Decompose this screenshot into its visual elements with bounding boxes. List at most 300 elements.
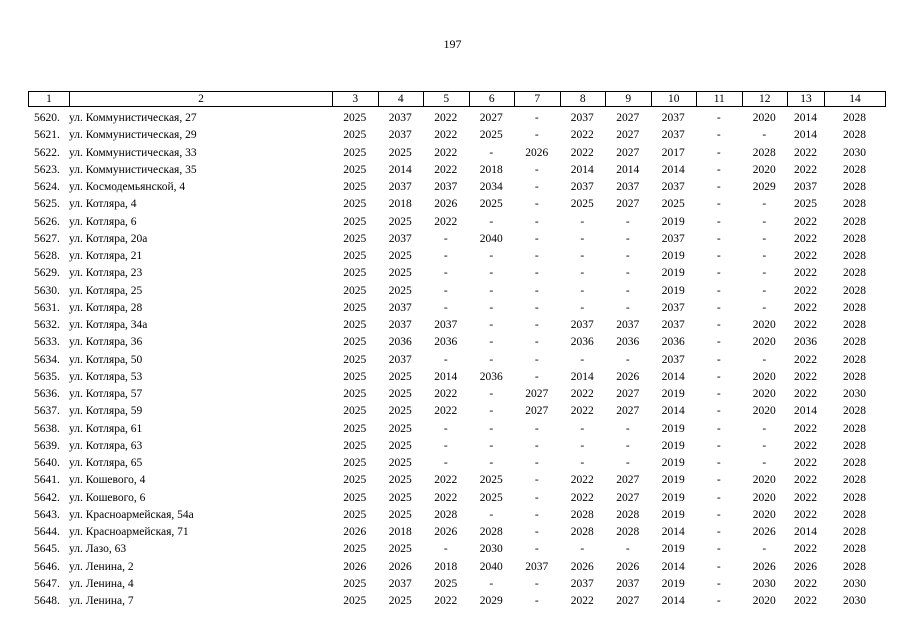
year-cell-col-12: 2028 [752,146,776,159]
row-number: 5625. [34,198,60,211]
year-cell-col-3: 2025 [343,577,367,590]
year-cell-col-13: 2022 [794,457,817,469]
row-number: 5637. [34,405,60,418]
address-cell: ул. Котляра, 20а [69,232,148,245]
year-cell-col-4: 2025 [388,215,412,228]
year-cell-col-5: 2022 [434,112,458,124]
year-cell-col-12: - [762,353,767,366]
year-cell-col-13: 2022 [794,595,817,607]
year-cell-col-10: 2037 [661,112,685,124]
year-cell-col-11: - [716,508,721,521]
year-cell-col-9: 2027 [616,198,640,211]
table-row [28,559,885,576]
year-cell-col-13: 2014 [794,129,817,142]
year-cell-col-13: 2022 [794,284,817,297]
year-cell-col-10: 2019 [661,508,685,521]
year-cell-col-10: 2014 [661,405,685,418]
year-cell-col-12: 2030 [752,577,776,590]
year-cell-col-8: 2022 [570,388,594,400]
year-cell-col-3: 2025 [343,353,367,366]
year-cell-col-13: 2022 [794,267,817,280]
year-cell-col-6: 2040 [479,560,503,573]
year-cell-col-7: 2037 [525,560,549,573]
table-row [28,110,885,127]
year-cell-col-13: 2022 [794,215,817,228]
year-cell-col-8: - [580,457,585,469]
address-cell: ул. Котляра, 65 [69,457,143,469]
year-cell-col-13: 2037 [794,181,817,193]
year-cell-col-10: 2037 [661,301,685,314]
year-cell-col-10: 2037 [661,129,685,142]
year-cell-col-11: - [716,491,721,504]
year-cell-col-12: - [762,129,767,142]
row-number: 5624. [34,181,60,193]
year-cell-col-6: 2040 [479,232,503,245]
year-cell-col-7: - [534,284,539,297]
year-cell-col-4: 2025 [388,370,412,383]
year-cell-col-9: - [625,457,630,469]
address-cell: ул. Котляра, 6 [69,215,137,228]
address-cell: ул. Кошевого, 4 [69,474,146,487]
table-row [28,317,885,334]
year-cell-col-4: 2037 [388,181,412,193]
row-number: 5620. [34,112,60,124]
row-number: 5646. [34,560,60,573]
year-cell-col-7: - [534,163,539,176]
year-cell-col-13: 2022 [794,232,817,245]
year-cell-col-4: 2025 [388,439,412,452]
year-cell-col-10: 2019 [661,215,685,228]
table-row [28,334,885,351]
year-cell-col-5: 2025 [434,577,458,590]
year-cell-col-14: 2028 [843,491,866,504]
table-row [28,576,885,593]
year-cell-col-9: 2014 [616,163,640,176]
year-cell-col-14: 2028 [843,508,866,521]
year-cell-col-9: 2026 [616,560,640,573]
year-cell-col-4: 2037 [388,319,412,331]
year-cell-col-10: 2036 [661,336,685,349]
year-cell-col-11: - [716,215,721,228]
year-cell-col-6: - [489,508,494,521]
year-cell-col-6: - [489,284,494,297]
year-cell-col-3: 2025 [343,543,367,556]
address-cell: ул. Котляра, 36 [69,336,143,349]
year-cell-col-14: 2028 [843,422,866,435]
year-cell-col-8: 2028 [570,508,594,521]
year-cell-col-14: 2030 [843,146,866,159]
year-cell-col-3: 2025 [343,215,367,228]
year-cell-col-13: 2022 [794,491,817,504]
year-cell-col-11: - [716,422,721,435]
table-row [28,421,885,438]
year-cell-col-7: - [534,457,539,469]
year-cell-col-5: 2037 [434,319,458,331]
year-cell-col-12: - [762,439,767,452]
address-cell: ул. Котляра, 25 [69,284,143,297]
address-cell: ул. Котляра, 28 [69,301,143,314]
year-cell-col-9: 2037 [616,319,640,331]
year-cell-col-14: 2028 [843,319,866,331]
year-cell-col-5: 2026 [434,526,458,538]
address-cell: ул. Коммунистическая, 29 [69,129,197,142]
year-cell-col-8: 2037 [570,112,594,124]
year-cell-col-5: 2028 [434,508,458,521]
table-row [28,248,885,265]
year-cell-col-8: 2037 [570,319,594,331]
year-cell-col-9: - [625,284,630,297]
year-cell-col-6: 2029 [479,595,503,607]
year-cell-col-7: - [534,250,539,262]
row-number: 5638. [34,422,60,435]
year-cell-col-14: 2028 [843,405,866,418]
year-cell-col-7: - [534,370,539,383]
year-cell-col-5: - [443,232,448,245]
year-cell-col-13: 2022 [794,388,817,400]
year-cell-col-7: - [534,112,539,124]
year-cell-col-14: 2028 [843,439,866,452]
year-cell-col-13: 2036 [794,336,817,349]
year-cell-col-7: - [534,474,539,487]
column-header-7: 7 [515,92,561,107]
year-cell-col-12: - [762,198,767,211]
year-cell-col-5: 2022 [434,129,458,142]
year-cell-col-8: - [580,232,585,245]
year-cell-col-12: 2020 [752,112,776,124]
column-header-11: 11 [697,92,743,107]
year-cell-col-3: 2025 [343,405,367,418]
year-cell-col-4: 2025 [388,405,412,418]
year-cell-col-4: 2037 [388,577,412,590]
address-cell: ул. Ленина, 2 [69,560,134,573]
year-cell-col-7: - [534,595,539,607]
year-cell-col-3: 2025 [343,457,367,469]
year-cell-col-10: 2014 [661,370,685,383]
year-cell-col-8: 2014 [570,370,594,383]
year-cell-col-13: 2022 [794,508,817,521]
year-cell-col-6: 2025 [479,474,503,487]
column-header-9: 9 [606,92,652,107]
year-cell-col-7: - [534,215,539,228]
year-cell-col-9: 2037 [616,577,640,590]
column-number-header [28,91,886,107]
year-cell-col-9: 2027 [616,405,640,418]
year-cell-col-9: 2037 [616,181,640,193]
year-cell-col-4: 2037 [388,353,412,366]
year-cell-col-6: 2018 [479,163,503,176]
year-cell-col-6: - [489,405,494,418]
year-cell-col-10: 2014 [661,526,685,538]
year-cell-col-9: - [625,543,630,556]
year-cell-col-9: - [625,353,630,366]
year-cell-col-9: 2027 [616,388,640,400]
row-number: 5629. [34,267,60,280]
year-cell-col-5: 2022 [434,215,458,228]
year-cell-col-4: 2037 [388,232,412,245]
address-cell: ул. Лазо, 63 [69,543,127,556]
year-cell-col-13: 2014 [794,526,817,538]
year-cell-col-9: 2027 [616,474,640,487]
column-header-3: 3 [333,92,379,107]
year-cell-col-8: - [580,301,585,314]
year-cell-col-7: - [534,181,539,193]
year-cell-col-5: - [443,439,448,452]
row-number: 5621. [34,129,60,142]
year-cell-col-7: - [534,491,539,504]
header-row [29,92,886,107]
year-cell-col-10: 2019 [661,422,685,435]
year-cell-col-11: - [716,474,721,487]
year-cell-col-4: 2025 [388,388,412,400]
table-row [28,593,885,610]
year-cell-col-14: 2028 [843,370,866,383]
year-cell-col-4: 2025 [388,250,412,262]
year-cell-col-12: 2020 [752,595,776,607]
year-cell-col-5: - [443,422,448,435]
column-header-10: 10 [651,92,697,107]
address-cell: ул. Котляра, 34а [69,319,148,331]
year-cell-col-3: 2025 [343,319,367,331]
address-cell: ул. Котляра, 23 [69,267,143,280]
table-row [28,145,885,162]
year-cell-col-6: - [489,457,494,469]
year-cell-col-10: 2037 [661,181,685,193]
year-cell-col-8: 2022 [570,474,594,487]
table-row [28,283,885,300]
year-cell-col-4: 2036 [388,336,412,349]
year-cell-col-10: 2019 [661,284,685,297]
row-number: 5639. [34,439,60,452]
year-cell-col-12: 2020 [752,370,776,383]
table-row [28,352,885,369]
year-cell-col-10: 2037 [661,232,685,245]
year-cell-col-7: - [534,508,539,521]
year-cell-col-3: 2025 [343,181,367,193]
address-cell: ул. Котляра, 61 [69,422,143,435]
year-cell-col-12: - [762,422,767,435]
year-cell-col-13: 2022 [794,543,817,556]
year-cell-col-9: 2028 [616,508,640,521]
year-cell-col-14: 2028 [843,474,866,487]
year-cell-col-7: - [534,543,539,556]
year-cell-col-6: - [489,422,494,435]
year-cell-col-4: 2025 [388,267,412,280]
column-header-12: 12 [742,92,788,107]
year-cell-col-3: 2025 [343,198,367,211]
table-row [28,369,885,386]
year-cell-col-12: 2020 [752,336,776,349]
column-header-4: 4 [378,92,424,107]
year-cell-col-8: 2026 [570,560,594,573]
year-cell-col-7: - [534,577,539,590]
year-cell-col-4: 2025 [388,284,412,297]
year-cell-col-10: 2019 [661,474,685,487]
year-cell-col-7: 2027 [525,388,549,400]
year-cell-col-9: 2027 [616,112,640,124]
row-number: 5635. [34,370,60,383]
address-cell: ул. Котляра, 63 [69,439,143,452]
year-cell-col-11: - [716,301,721,314]
year-cell-col-11: - [716,577,721,590]
year-cell-col-9: - [625,215,630,228]
year-cell-col-3: 2025 [343,474,367,487]
row-number: 5641. [34,474,60,487]
table-row [28,490,885,507]
year-cell-col-6: 2025 [479,491,503,504]
address-cell: ул. Котляра, 50 [69,353,143,366]
year-cell-col-3: 2025 [343,336,367,349]
year-cell-col-13: 2026 [794,560,817,573]
year-cell-col-11: - [716,370,721,383]
address-cell: ул. Коммунистическая, 27 [69,112,197,124]
column-header-5: 5 [424,92,470,107]
year-cell-col-10: 2014 [661,163,685,176]
year-cell-col-7: - [534,353,539,366]
address-cell: ул. Красноармейская, 54а [69,508,194,521]
year-cell-col-11: - [716,198,721,211]
year-cell-col-11: - [716,129,721,142]
year-cell-col-9: - [625,267,630,280]
year-cell-col-11: - [716,284,721,297]
year-cell-col-3: 2025 [343,388,367,400]
year-cell-col-3: 2025 [343,146,367,159]
row-number: 5640. [34,457,60,469]
year-cell-col-7: - [534,129,539,142]
table-row [28,196,885,213]
row-number: 5636. [34,388,60,400]
year-cell-col-5: - [443,457,448,469]
year-cell-col-11: - [716,353,721,366]
year-cell-col-8: - [580,543,585,556]
year-cell-col-8: 2025 [570,198,594,211]
table-row [28,438,885,455]
year-cell-col-12: 2020 [752,508,776,521]
year-cell-col-8: 2022 [570,129,594,142]
year-cell-col-13: 2022 [794,370,817,383]
table-row [28,127,885,144]
year-cell-col-3: 2026 [343,526,367,538]
row-number: 5630. [34,284,60,297]
year-cell-col-13: 2022 [794,474,817,487]
table-row [28,524,885,541]
year-cell-col-7: - [534,336,539,349]
year-cell-col-5: - [443,543,448,556]
year-cell-col-3: 2025 [343,284,367,297]
year-cell-col-12: 2020 [752,474,776,487]
year-cell-col-8: 2022 [570,595,594,607]
year-cell-col-14: 2028 [843,526,866,538]
year-cell-col-14: 2028 [843,215,866,228]
year-cell-col-12: - [762,250,767,262]
year-cell-col-4: 2025 [388,422,412,435]
year-cell-col-4: 2025 [388,543,412,556]
year-cell-col-14: 2030 [843,595,866,607]
year-cell-col-4: 2018 [388,198,412,211]
year-cell-col-9: - [625,250,630,262]
year-cell-col-9: - [625,439,630,452]
table-row [28,231,885,248]
row-number: 5632. [34,319,60,331]
table-row [28,472,885,489]
year-cell-col-12: 2020 [752,491,776,504]
year-cell-col-7: - [534,198,539,211]
year-cell-col-4: 2025 [388,474,412,487]
year-cell-col-3: 2025 [343,129,367,142]
year-cell-col-4: 2025 [388,595,412,607]
year-cell-col-11: - [716,181,721,193]
year-cell-col-10: 2025 [661,198,685,211]
table-row [28,507,885,524]
year-cell-col-8: - [580,267,585,280]
column-header-2: 2 [70,92,333,107]
year-cell-col-3: 2026 [343,560,367,573]
address-cell: ул. Кошевого, 6 [69,491,146,504]
year-cell-col-5: - [443,267,448,280]
year-cell-col-4: 2025 [388,508,412,521]
year-cell-col-6: - [489,353,494,366]
year-cell-col-6: 2025 [479,198,503,211]
year-cell-col-5: - [443,353,448,366]
year-cell-col-8: 2022 [570,146,594,159]
year-cell-col-12: 2020 [752,388,776,400]
year-cell-col-6: - [489,319,494,331]
column-header-13: 13 [788,92,825,107]
year-cell-col-10: 2019 [661,577,685,590]
year-cell-col-4: 2026 [388,560,412,573]
column-header-6: 6 [469,92,515,107]
address-cell: ул. Котляра, 53 [69,370,143,383]
year-cell-col-11: - [716,457,721,469]
year-cell-col-13: 2014 [794,112,817,124]
year-cell-col-14: 2028 [843,112,866,124]
table-row [28,265,885,282]
year-cell-col-6: - [489,577,494,590]
year-cell-col-6: 2028 [479,526,503,538]
year-cell-col-11: - [716,250,721,262]
year-cell-col-5: 2022 [434,474,458,487]
year-cell-col-7: 2027 [525,405,549,418]
year-cell-col-8: 2022 [570,491,594,504]
year-cell-col-12: - [762,232,767,245]
address-cell: ул. Котляра, 4 [69,198,137,211]
year-cell-col-13: 2025 [794,198,817,211]
table-row [28,179,885,196]
year-cell-col-13: 2022 [794,422,817,435]
year-cell-col-14: 2028 [843,457,866,469]
year-cell-col-9: 2026 [616,370,640,383]
year-cell-col-12: 2026 [752,560,776,573]
year-cell-col-9: 2027 [616,491,640,504]
year-cell-col-12: 2020 [752,163,776,176]
year-cell-col-8: - [580,284,585,297]
year-cell-col-8: 2036 [570,336,594,349]
year-cell-col-8: 2037 [570,577,594,590]
year-cell-col-12: - [762,267,767,280]
year-cell-col-13: 2022 [794,163,817,176]
year-cell-col-11: - [716,232,721,245]
year-cell-col-12: - [762,457,767,469]
year-cell-col-13: 2014 [794,405,817,418]
row-number: 5631. [34,301,60,314]
year-cell-col-13: 2022 [794,577,817,590]
year-cell-col-6: - [489,250,494,262]
year-cell-col-6: - [489,267,494,280]
year-cell-col-4: 2025 [388,457,412,469]
address-cell: ул. Красноармейская, 71 [69,526,189,538]
year-cell-col-7: - [534,232,539,245]
year-cell-col-11: - [716,560,721,573]
year-cell-col-3: 2025 [343,301,367,314]
